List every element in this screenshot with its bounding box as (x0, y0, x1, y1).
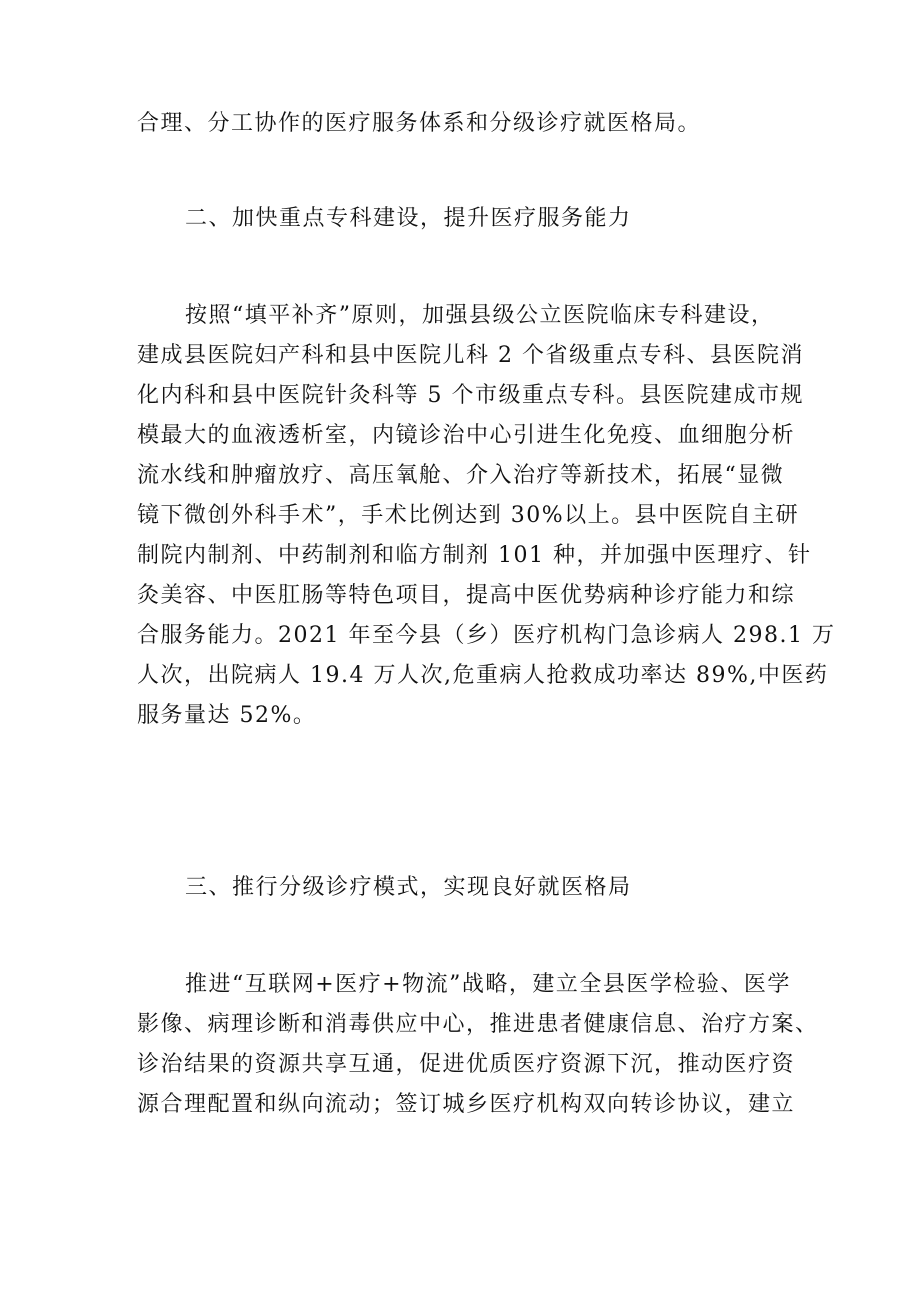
section-3-paragraph (137, 965, 819, 1125)
paragraph-line: 人次，出院病人 19.4 万人次,危重病人抢救成功率达 89%,中医药 (137, 663, 829, 688)
section-3-heading: 三、推行分级诊疗模式，实现良好就医格局 (185, 875, 632, 900)
paragraph-line: 灸美容、中医肛肠等特色项目，提高中医优势病种诊疗能力和综 (137, 583, 796, 608)
paragraph-line: 推进“互联网+医疗+物流”战略，建立全县医学检验、医学 (185, 972, 791, 997)
paragraph-line: 流水线和肿瘤放疗、高压氧舱、介入治疗等新技术，拓展“显微 (137, 463, 785, 488)
section-3-heading-block (137, 868, 797, 908)
section-2-heading-block (137, 199, 797, 239)
paragraph-line: 诊治结果的资源共享互通，促进优质医疗资源下沉，推动医疗资 (137, 1052, 796, 1077)
paragraph-line: 源合理配置和纵向流动；签订城乡医疗机构双向转诊协议，建立 (137, 1092, 796, 1117)
section-2-heading: 二、加快重点专科建设，提升医疗服务能力 (185, 206, 632, 231)
section-2-paragraph (137, 296, 836, 736)
paragraph-line: 合服务能力。2021 年至今县（乡）医疗机构门急诊病人 298.1 万 (137, 623, 836, 648)
paragraph-line: 镜下微创外科手术”，手术比例达到 30%以上。县中医院自主研 (137, 503, 800, 528)
intro-paragraph (137, 104, 797, 144)
paragraph-line: 制院内制剂、中药制剂和临方制剂 101 种，并加强中医理疗、针 (137, 543, 812, 568)
paragraph-line: 影像、病理诊断和消毒供应中心，推进患者健康信息、治疗方案、 (137, 1012, 819, 1037)
paragraph-line: 合理、分工协作的医疗服务体系和分级诊疗就医格局。 (137, 111, 702, 136)
paragraph-line: 按照“填平补齐”原则，加强县级公立医院临床专科建设， (185, 303, 775, 328)
paragraph-line: 建成县医院妇产科和县中医院儿科 2 个省级重点专科、县医院消 (137, 343, 804, 368)
paragraph-line: 服务量达 52%。 (137, 703, 317, 728)
paragraph-line: 化内科和县中医院针灸科等 5 个市级重点专科。县医院建成市规 (137, 383, 804, 408)
paragraph-line: 模最大的血液透析室，内镜诊治中心引进生化免疫、血细胞分析 (137, 423, 796, 448)
